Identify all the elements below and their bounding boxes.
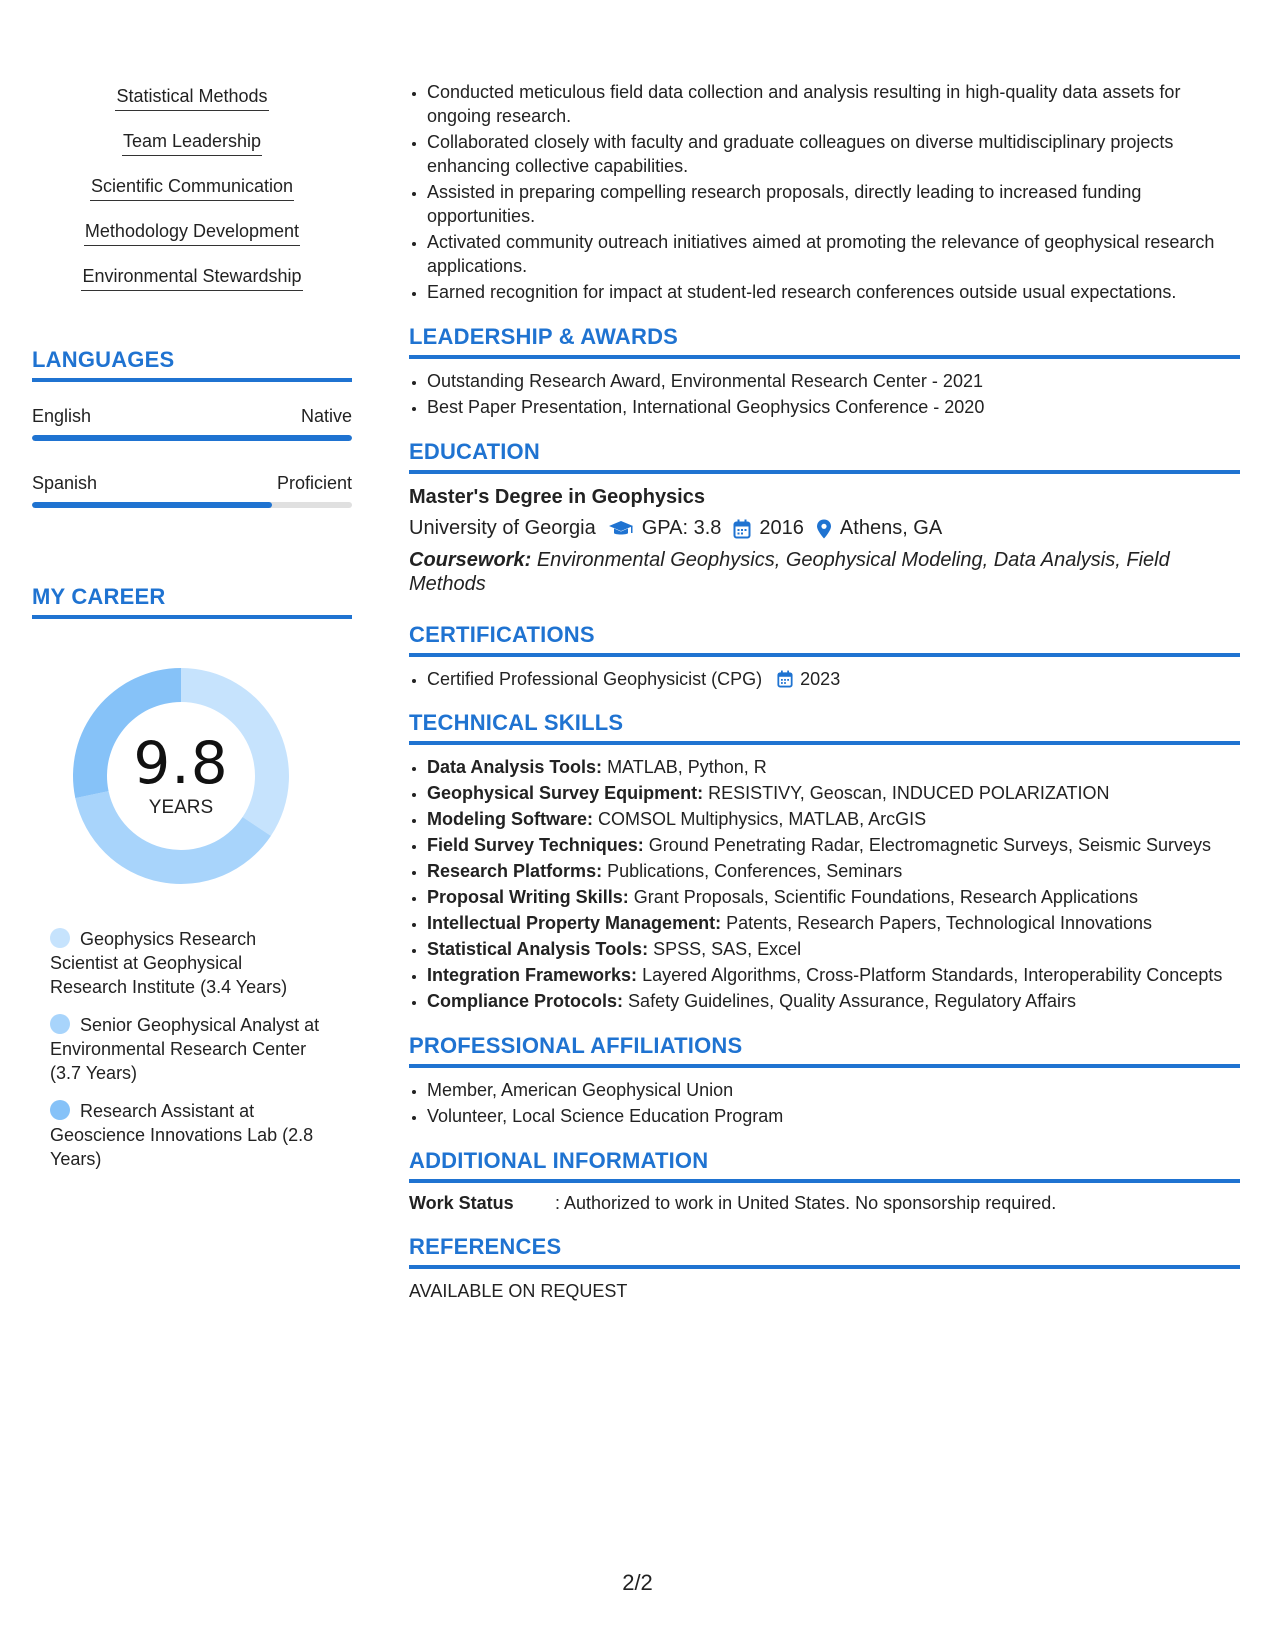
additional-info-title: ADDITIONAL INFORMATION [409, 1148, 709, 1173]
calendar-icon [777, 670, 793, 694]
experience-bullets [409, 80, 1240, 304]
work-status-value: : Authorized to work in United States. No sponsorship required. [555, 1193, 1057, 1213]
tech-skill-value: Layered Algorithms, Cross-Platform Standards, Interoperability Concepts [642, 965, 1223, 985]
tech-skill-item [427, 859, 1240, 883]
affiliation-item: • Volunteer, Local Science Education Program [427, 1104, 1240, 1128]
tech-skill-item [427, 807, 1240, 831]
skill-item [32, 219, 352, 264]
gpa: GPA: 3.8 [641, 517, 722, 539]
tech-skill-value: Ground Penetrating Radar, Electromagnetic Surveys, Seismic Surveys [648, 835, 1212, 855]
bullet-item: • Assisted in preparing compelling research proposals, directly leading to increased funding opportunities. [427, 180, 1240, 228]
technical-skills-list [409, 755, 1240, 1013]
language-level: Proficient [276, 473, 352, 493]
career-title: MY CAREER [32, 584, 166, 609]
coursework-label: Coursework: [409, 549, 532, 571]
career-legend [50, 927, 320, 1171]
tech-skill-label: Intellectual Property Management: [427, 913, 722, 933]
certification-item [427, 667, 1240, 694]
career-unit: YEARS [148, 797, 214, 818]
tech-skill-label: Statistical Analysis Tools: [427, 939, 649, 959]
bullet-item: • Activated community outreach initiatives aimed at promoting the relevance of geophysical research applications. [427, 230, 1240, 278]
language-bar [32, 502, 352, 508]
tech-skill-label: Proposal Writing Skills: [427, 887, 629, 907]
legend-item [50, 1099, 320, 1171]
tech-skill-value: Publications, Conferences, Seminars [607, 861, 903, 881]
tech-skill-value: Patents, Research Papers, Technological Innovations [726, 913, 1153, 933]
tech-skill-label: Field Survey Techniques: [427, 835, 644, 855]
skill-item [32, 264, 352, 309]
tech-skill-value: MATLAB, Python, R [607, 757, 767, 777]
technical-skills-title: TECHNICAL SKILLS [409, 710, 624, 735]
tech-skill-label: Modeling Software: [427, 809, 593, 829]
affiliations-title: PROFESSIONAL AFFILIATIONS [409, 1033, 743, 1058]
legend-dot [50, 1100, 70, 1120]
certifications-list [409, 667, 1240, 694]
bullet-item: • Collaborated closely with faculty and graduate colleagues on diverse multidisciplinary projects enhancing collective capabilities. [427, 130, 1240, 178]
calendar-icon [733, 519, 751, 539]
section-divider [409, 653, 1240, 657]
award-item: • Best Paper Presentation, International Geophysics Conference - 2020 [427, 395, 1240, 419]
language-bar [32, 435, 352, 441]
technical-skills-section [409, 710, 1240, 1013]
legend-dot [50, 928, 70, 948]
legend-label: Senior Geophysical Analyst at Environmental Research Center (3.7 Years) [50, 1015, 320, 1083]
section-divider [409, 1265, 1240, 1269]
language-row [32, 406, 352, 427]
section-divider [409, 470, 1240, 474]
references-title: REFERENCES [409, 1234, 562, 1259]
language-bar-fill [32, 435, 352, 441]
tech-skill-item [427, 755, 1240, 779]
tech-skill-value: COMSOL Multiphysics, MATLAB, ArcGIS [598, 809, 927, 829]
language-row [32, 473, 352, 494]
page-number: 2/2 [622, 1570, 653, 1595]
skill-label: Scientific Communication [90, 174, 294, 201]
skills-list [32, 84, 352, 309]
awards-section [409, 324, 1240, 419]
legend-label: Research Assistant at Geoscience Innovations Lab (2.8 Years) [50, 1101, 314, 1169]
education-title: EDUCATION [409, 439, 540, 464]
tech-skill-label: Geophysical Survey Equipment: [427, 783, 704, 803]
coursework [409, 548, 1240, 596]
affiliation-item: • Member, American Geophysical Union [427, 1078, 1240, 1102]
legend-dot [50, 1014, 70, 1034]
tech-skill-item [427, 911, 1240, 935]
tech-skill-item [427, 963, 1240, 987]
section-divider [409, 1064, 1240, 1068]
references-text: AVAILABLE ON REQUEST [409, 1281, 628, 1301]
tech-skill-label: Integration Frameworks: [427, 965, 638, 985]
donut-center [66, 661, 296, 891]
bullet-item: • Conducted meticulous field data collection and analysis resulting in high-quality data assets for ongoing research. [427, 80, 1240, 128]
skill-item [32, 174, 352, 219]
legend-item [50, 1013, 320, 1085]
section-divider [409, 741, 1240, 745]
work-status-label: Work Status [409, 1193, 514, 1213]
education-section [409, 439, 1240, 596]
career-donut-chart [66, 661, 296, 891]
additional-info-section [409, 1148, 1240, 1214]
graduation-cap-icon [608, 519, 634, 539]
language-name: English [32, 406, 92, 426]
education-details [409, 517, 1240, 540]
tech-skill-value: Safety Guidelines, Quality Assurance, Regulatory Affairs [628, 991, 1076, 1011]
career-section [32, 584, 352, 1171]
skill-item [32, 129, 352, 174]
affiliations-section [409, 1033, 1240, 1128]
tech-skill-item [427, 885, 1240, 909]
tech-skill-item [427, 937, 1240, 961]
school-name: University of Georgia [409, 517, 596, 539]
school-location: Athens, GA [839, 517, 943, 539]
languages-title: LANGUAGES [32, 347, 175, 372]
degree-title: Master's Degree in Geophysics [409, 486, 705, 508]
certification-name: Certified Professional Geophysicist (CPG) [427, 669, 763, 689]
affiliations-list [409, 1078, 1240, 1128]
left-column [32, 84, 352, 1185]
tech-skill-item [427, 781, 1240, 805]
coursework-list: Environmental Geophysics, Geophysical Modeling, Data Analysis, Field Methods [409, 549, 1170, 595]
tech-skill-value: SPSS, SAS, Excel [653, 939, 802, 959]
tech-skill-value: Grant Proposals, Scientific Foundations, Research Applications [633, 887, 1138, 907]
skill-label: Statistical Methods [115, 84, 268, 111]
tech-skill-label: Data Analysis Tools: [427, 757, 603, 777]
certifications-section [409, 622, 1240, 694]
tech-skill-value: RESISTIVY, Geoscan, INDUCED POLARIZATION [708, 783, 1110, 803]
language-bar-fill [32, 502, 272, 508]
section-divider [32, 615, 352, 619]
legend-label: Geophysics Research Scientist at Geophysical Research Institute (3.4 Years) [50, 929, 288, 997]
section-divider [32, 378, 352, 382]
graduation-year: 2016 [759, 517, 804, 539]
section-divider [409, 1179, 1240, 1183]
languages-section [32, 347, 352, 508]
skill-label: Team Leadership [122, 129, 262, 156]
bullet-item: • Earned recognition for impact at student-led research conferences outside usual expectations. [427, 280, 1240, 304]
section-divider [409, 355, 1240, 359]
language-name: Spanish [32, 473, 98, 493]
tech-skill-item [427, 833, 1240, 857]
work-status-row [409, 1193, 1240, 1214]
certification-year: 2023 [800, 669, 841, 689]
skill-item [32, 84, 352, 129]
skill-label: Environmental Stewardship [81, 264, 302, 291]
award-item: • Outstanding Research Award, Environmental Research Center - 2021 [427, 369, 1240, 393]
language-level: Native [300, 406, 352, 426]
certifications-title: CERTIFICATIONS [409, 622, 595, 647]
awards-title: LEADERSHIP & AWARDS [409, 324, 679, 349]
career-total: 9.8 [133, 729, 229, 797]
awards-list [409, 369, 1240, 419]
map-pin-icon [816, 519, 832, 539]
tech-skill-label: Research Platforms: [427, 861, 603, 881]
right-column [409, 80, 1240, 1302]
legend-item [50, 927, 320, 999]
tech-skill-label: Compliance Protocols: [427, 991, 624, 1011]
references-section [409, 1234, 1240, 1302]
skill-label: Methodology Development [84, 219, 300, 246]
tech-skill-item [427, 989, 1240, 1013]
